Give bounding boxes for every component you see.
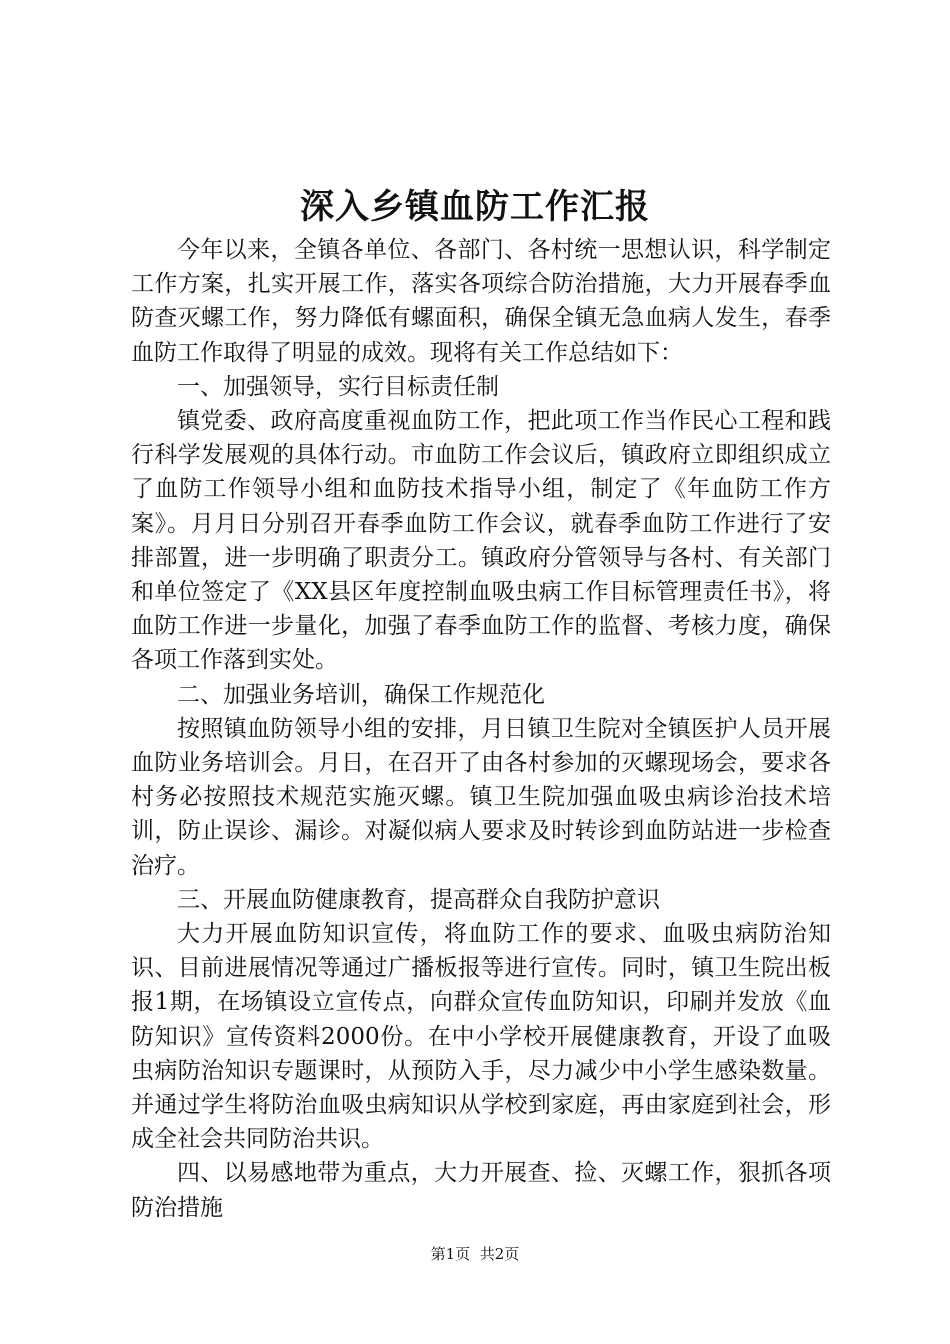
document-body [131, 233, 831, 1225]
section-heading-3: 三、开展血防健康教育，提高群众自我防护意识 [177, 886, 660, 913]
section-paragraph-3: 大力开展血防知识宣传，将血防工作的要求、血吸虫病防治知识、目前进展情况等通过广播板报等进行宣传。同时，镇卫生院出板报1期，在场镇设立宣传点，向群众宣传血防知识，印刷并发放《血防知识》宣传资料2000份。在中小学校开展健康教育，开设了血吸虫病防治知识专题课时，从预防入手，尽力减少中小学生感染数量。并通过学生将防治血吸虫病知识从学校到家庭，再由家庭到社会，形成全社会共同防治共识。 [131, 921, 831, 1153]
intro-paragraph: 今年以来，全镇各单位、各部门、各村统一思想认识，科学制定工作方案，扎实开展工作，落实各项综合防治措施，大力开展春季血防查灭螺工作，努力降低有螺面积，确保全镇无急血病人发生，春季血防工作取得了明显的成效。现将有关工作总结如下： [131, 237, 831, 366]
section-heading-2: 二、加强业务培训，确保工作规范化 [177, 681, 545, 708]
section-heading-1: 一、加强领导，实行目标责任制 [177, 373, 499, 400]
section-heading-4: 四、以易感地带为重点，大力开展查、捡、灭螺工作，狠抓各项防治措施 [131, 1160, 831, 1221]
page-number: 第1页 [430, 1245, 471, 1263]
page-footer [0, 1243, 950, 1265]
page-total: 共2页 [479, 1245, 520, 1263]
document-title: 深入乡镇血防工作汇报 [300, 187, 650, 227]
section-paragraph-2: 按照镇血防领导小组的安排，月日镇卫生院对全镇医护人员开展血防业务培训会。月日，在召开了由各村参加的灭螺现场会，要求各村务必按照技术规范实施灭螺。镇卫生院加强血吸虫病诊治技术培训，防止误诊、漏诊。对凝似病人要求及时转诊到血防站进一步检查治疗。 [131, 715, 831, 879]
section-paragraph-1: 镇党委、政府高度重视血防工作，把此项工作当作民心工程和践行科学发展观的具体行动。市血防工作会议后，镇政府立即组织成立了血防工作领导小组和血防技术指导小组，制定了《年血防工作方案》。月月日分别召开春季血防工作会议，就春季血防工作进行了安排部置，进一步明确了职责分工。镇政府分管领导与各村、有关部门和单位签定了《XX县区年度控制血吸虫病工作目标管理责任书》，将血防工作进一步量化，加强了春季血防工作的监督、考核力度，确保各项工作落到实处。 [131, 408, 831, 674]
